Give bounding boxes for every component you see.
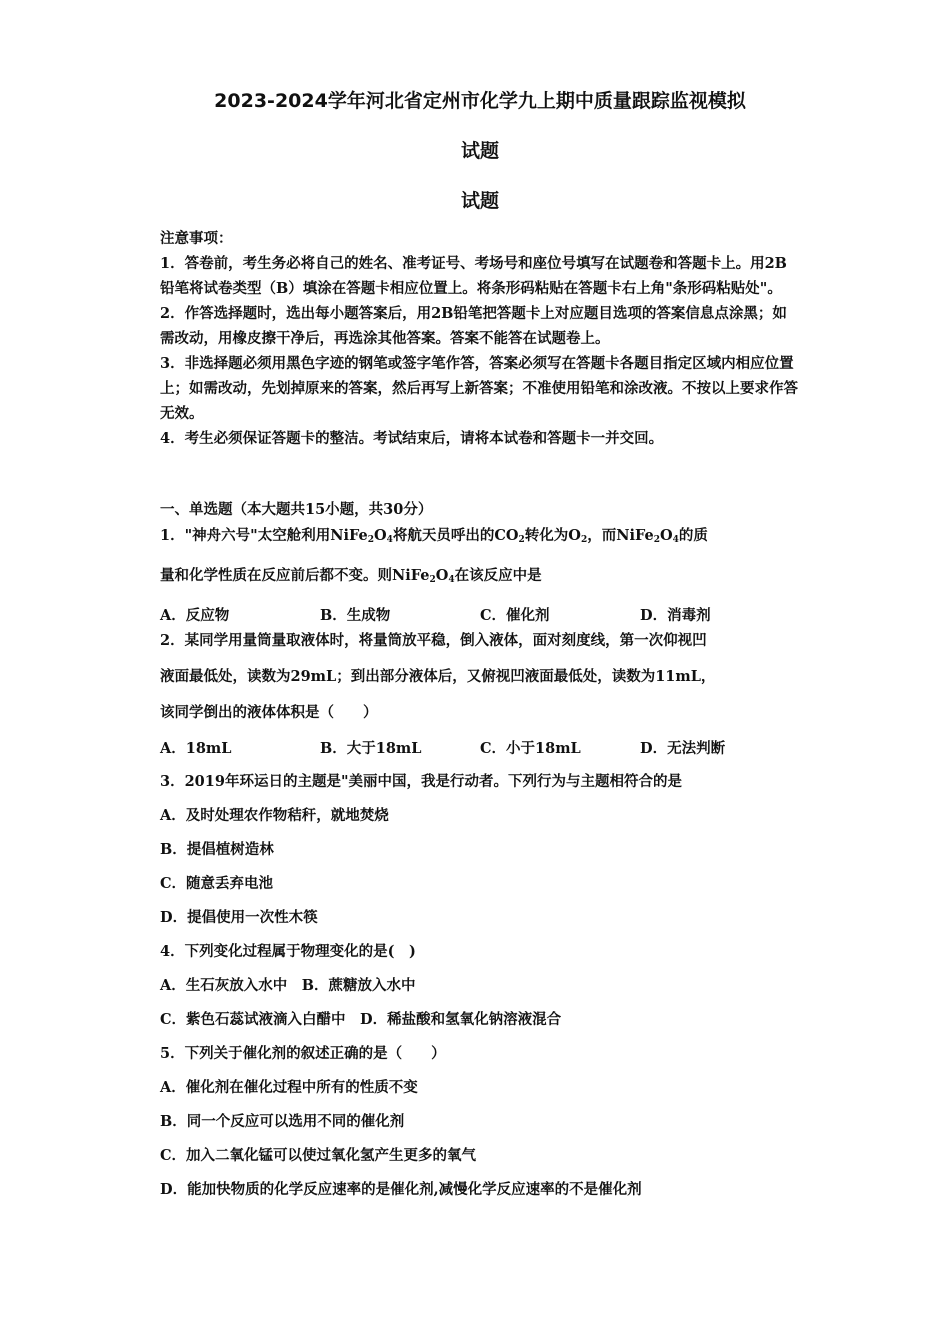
question-4-stem: 4．下列变化过程属于物理变化的是( ) (160, 943, 416, 960)
option-c: C．加入二氧化锰可以使过氧化氢产生更多的氧气 (160, 1147, 477, 1164)
option-c: C．催化剂 (480, 607, 550, 624)
question-4-options-row1: A．生石灰放入水中 B．蔗糖放入水中 (160, 977, 416, 994)
question-5 (160, 1037, 800, 1207)
option-d: D．能加快物质的化学反应速率的是催化剂,减慢化学反应速率的不是催化剂 (160, 1181, 642, 1198)
question-1-line1: 1．"神舟六号"太空舱利用$NiFe_2O_4$将航天员呼出的$CO_2$转化为$O_2$，而$NiFe_2O_4$的质 (160, 527, 708, 545)
option-c: C．随意丢弃电池 (160, 875, 274, 892)
notice-item-1: 1．答卷前，考生务必将自己的姓名、准考证号、考场号和座位号填写在试题卷和答题卡上。用2B铅笔将试卷类型（B）填涂在答题卡相应位置上。将条形码粘贴在答题卡右上角"条形码粘贴处"。 (160, 255, 787, 297)
question-2-options (160, 731, 800, 767)
question-4-options-row2: C．紫色石蕊试液滴入白醋中 D．稀盐酸和氢氧化钠溶液混合 (160, 1011, 562, 1028)
option-c: C．小于18mL (480, 740, 581, 757)
option-b: B．生成物 (320, 607, 391, 624)
question-5-stem: 5．下列关于催化剂的叙述正确的是（ ） (160, 1045, 446, 1062)
section-heading: 一、单选题（本大题共15小题，共30分） (160, 501, 433, 518)
question-1 (160, 518, 800, 634)
notice-heading: 注意事项： (160, 230, 233, 247)
option-d: D．提倡使用一次性木筷 (160, 909, 318, 926)
option-d: D．消毒剂 (640, 607, 711, 624)
question-4 (160, 935, 800, 1037)
option-b: B．大于18mL (320, 740, 422, 757)
question-2-line3: 该同学倒出的液体体积是（ ） (160, 704, 378, 721)
question-3 (160, 765, 800, 935)
notice-item-3: 3．非选择题必须用黑色字迹的钢笔或签字笔作答，答案必须写在答题卡各题目指定区域内相应位置上；如需改动，先划掉原来的答案，然后再写上新答案；不准使用铅笔和涂改液。不按以上要求作答无效。 (160, 355, 798, 422)
notice-item-2: 2．作答选择题时，选出每小题答案后，用2B铅笔把答题卡上对应题目选项的答案信息点涂黑；如需改动，用橡皮擦干净后，再选涂其他答案。答案不能答在试题卷上。 (160, 305, 787, 347)
question-2 (160, 623, 800, 767)
option-b: B．提倡植树造林 (160, 841, 274, 858)
option-a: A．18mL (160, 740, 232, 757)
question-2-line1: 2．某同学用量筒量取液体时，将量筒放平稳，倒入液体，面对刻度线，第一次仰视凹 (160, 632, 707, 649)
question-2-line2: 液面最低处，读数为29mL；到出部分液体后，又俯视凹液面最低处，读数为11mL， (160, 668, 716, 685)
exam-title-line2: 试题 (460, 140, 499, 162)
exam-title-line1: 2023-2024学年河北省定州市化学九上期中质量跟踪监视模拟 (214, 90, 746, 112)
notice-item-4: 4．考生必须保证答题卡的整洁。考试结束后，请将本试卷和答题卡一并交回。 (160, 430, 664, 447)
option-a: A．催化剂在催化过程中所有的性质不变 (160, 1079, 418, 1096)
option-a: A．反应物 (160, 607, 230, 624)
notice-block (160, 226, 800, 451)
question-3-stem: 3．2019年环运日的主题是"美丽中国，我是行动者。下列行为与主题相符合的是 (160, 773, 682, 790)
question-1-line2: 量和化学性质在反应前后都不变。则$NiFe_2O_4$在该反应中是 (160, 567, 542, 585)
option-a: A．及时处理农作物秸秆，就地焚烧 (160, 807, 389, 824)
option-d: D．无法判断 (640, 740, 726, 757)
exam-title-line3: 试题 (460, 190, 499, 212)
option-b: B．同一个反应可以选用不同的催化剂 (160, 1113, 405, 1130)
